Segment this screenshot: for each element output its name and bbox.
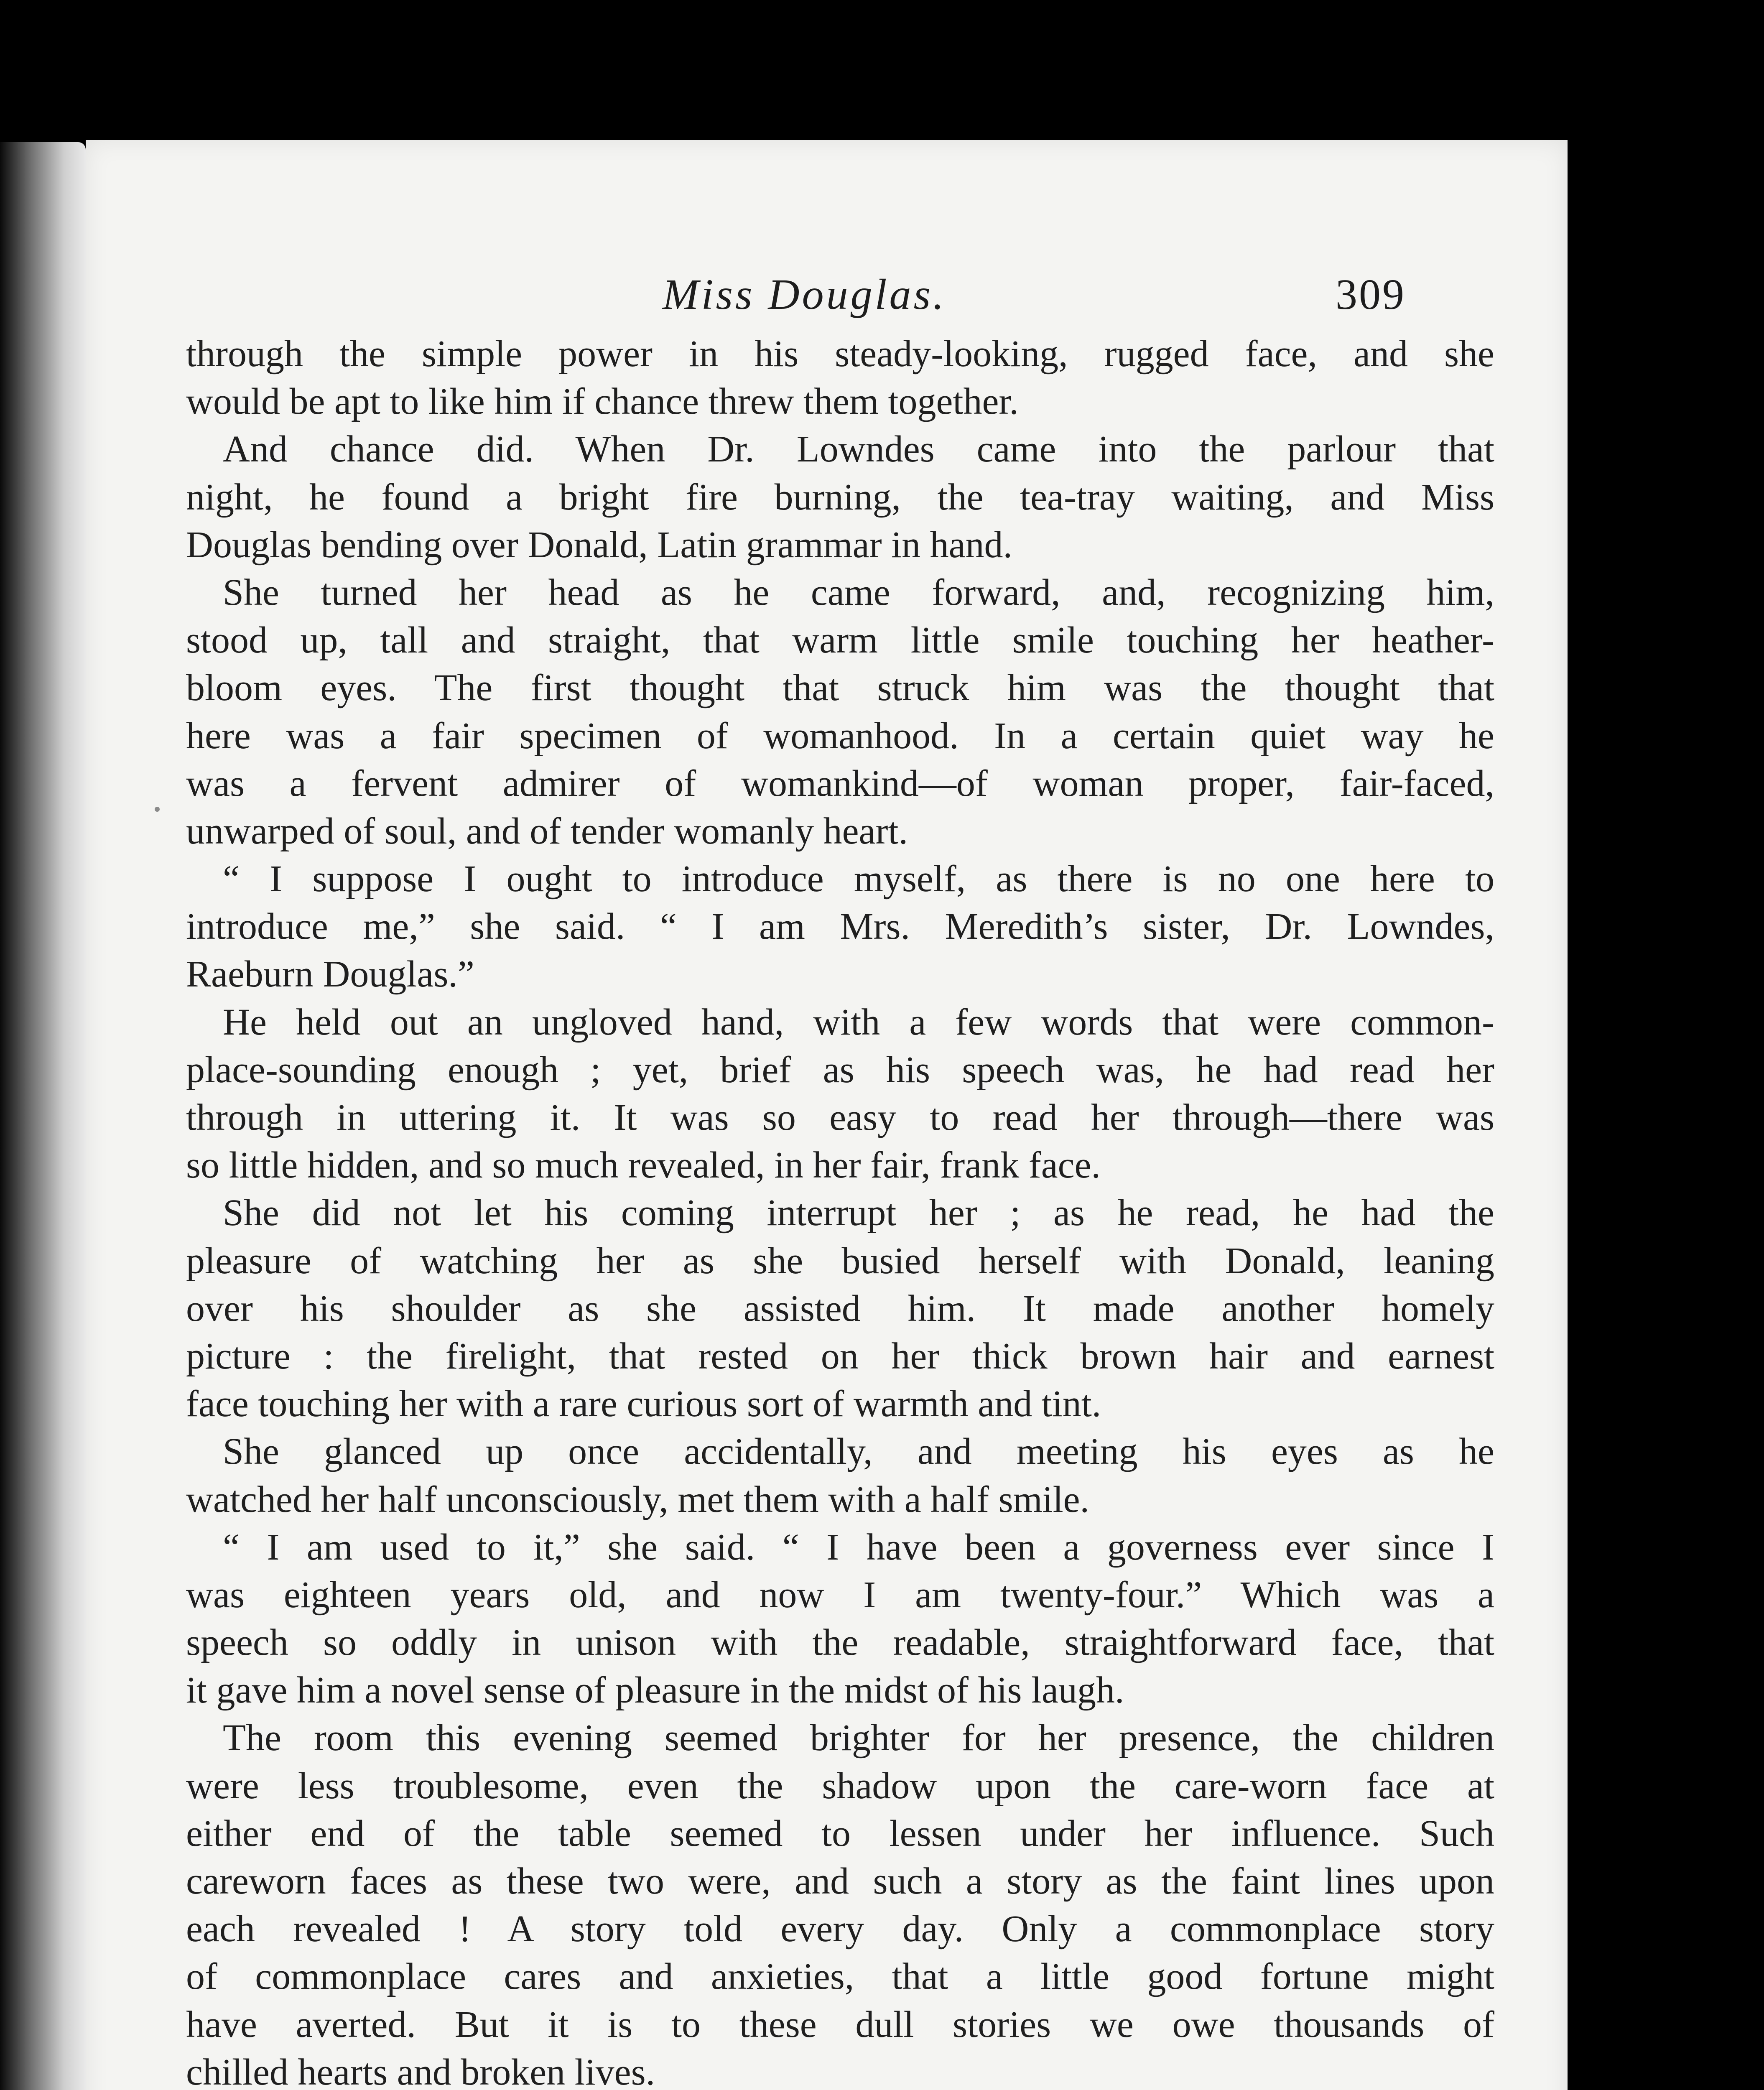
text-line: unwarped of soul, and of tender womanly heart. <box>186 810 908 852</box>
text-line: introduce me,” she said. “ I am Mrs. Meredith’s sister, Dr. Lowndes, <box>186 906 1494 948</box>
text-line: of commonplace cares and anxieties, that a little good fortune might <box>186 1956 1494 1998</box>
text-line: either end of the table seemed to lessen under her influence. Such <box>186 1812 1494 1854</box>
text-line: And chance did. When Dr. Lowndes came into the parlour that <box>223 428 1494 470</box>
text-line: “ I suppose I ought to introduce myself, as there is no one here to <box>223 858 1494 900</box>
text-line: Raeburn Douglas.” <box>186 953 474 995</box>
text-line: She glanced up once accidentally, and meeting his eyes as he <box>223 1431 1494 1473</box>
text-line: Douglas bending over Donald, Latin grammar in hand. <box>186 524 1013 566</box>
text-line: She did not let his coming interrupt her ; as he read, he had the <box>223 1192 1494 1234</box>
body-text <box>186 330 1494 2090</box>
text-line: face touching her with a rare curious sort of warmth and tint. <box>186 1383 1101 1425</box>
text-line: here was a fair specimen of womanhood. In a certain quiet way he <box>186 715 1494 757</box>
book-page <box>86 140 1568 2090</box>
text-line: careworn faces as these two were, and such a story as the faint lines upon <box>186 1861 1494 1902</box>
text-line: over his shoulder as she assisted him. It made another homely <box>186 1287 1494 1329</box>
previous-page-edge <box>0 142 86 2090</box>
text-line: were less troublesome, even the shadow upon the care-worn face at <box>186 1765 1494 1807</box>
text-line: stood up, tall and straight, that warm little smile touching her heather- <box>186 619 1494 661</box>
text-line: place-sounding enough ; yet, brief as his speech was, he had read her <box>186 1049 1494 1091</box>
text-line: picture : the firelight, that rested on her thick brown hair and earnest <box>186 1335 1494 1377</box>
text-line: it gave him a novel sense of pleasure in the midst of his laugh. <box>186 1669 1124 1711</box>
text-line: so little hidden, and so much revealed, in her fair, frank face. <box>186 1144 1101 1186</box>
text-line: The room this evening seemed brighter for her presence, the children <box>223 1717 1494 1759</box>
text-line: through in uttering it. It was so easy to read her through—there was <box>186 1097 1494 1138</box>
text-line: pleasure of watching her as she busied herself with Donald, leaning <box>186 1240 1494 1282</box>
running-title: Miss Douglas. <box>663 270 946 319</box>
text-line: He held out an ungloved hand, with a few words that were common- <box>223 1001 1494 1043</box>
running-head <box>86 270 1568 324</box>
text-line: “ I am used to it,” she said. “ I have been a governess ever since I <box>223 1526 1494 1568</box>
text-line: each revealed ! A story told every day. Only a commonplace story <box>186 1908 1494 1950</box>
page-number: 309 <box>1336 270 1406 319</box>
text-line: watched her half unconsciously, met them with a half smile. <box>186 1478 1090 1520</box>
text-line: speech so oddly in unison with the readable, straightforward face, that <box>186 1622 1494 1664</box>
text-line: bloom eyes. The first thought that struck him was the thought that <box>186 667 1494 709</box>
text-line: chilled hearts and broken lives. <box>186 2051 655 2090</box>
text-line: through the simple power in his steady-looking, rugged face, and she <box>186 333 1494 375</box>
text-line: was eighteen years old, and now I am twenty-four.” Which was a <box>186 1574 1494 1616</box>
text-line: have averted. But it is to these dull stories we owe thousands of <box>186 2003 1494 2045</box>
text-line: night, he found a bright fire burning, the tea-tray waiting, and Miss <box>186 476 1494 518</box>
text-line: was a fervent admirer of womankind—of woman proper, fair-faced, <box>186 762 1494 804</box>
text-line: She turned her head as he came forward, and, recognizing him, <box>223 571 1494 613</box>
text-line: would be apt to like him if chance threw them together. <box>186 381 1019 423</box>
dust-speck <box>155 807 160 812</box>
